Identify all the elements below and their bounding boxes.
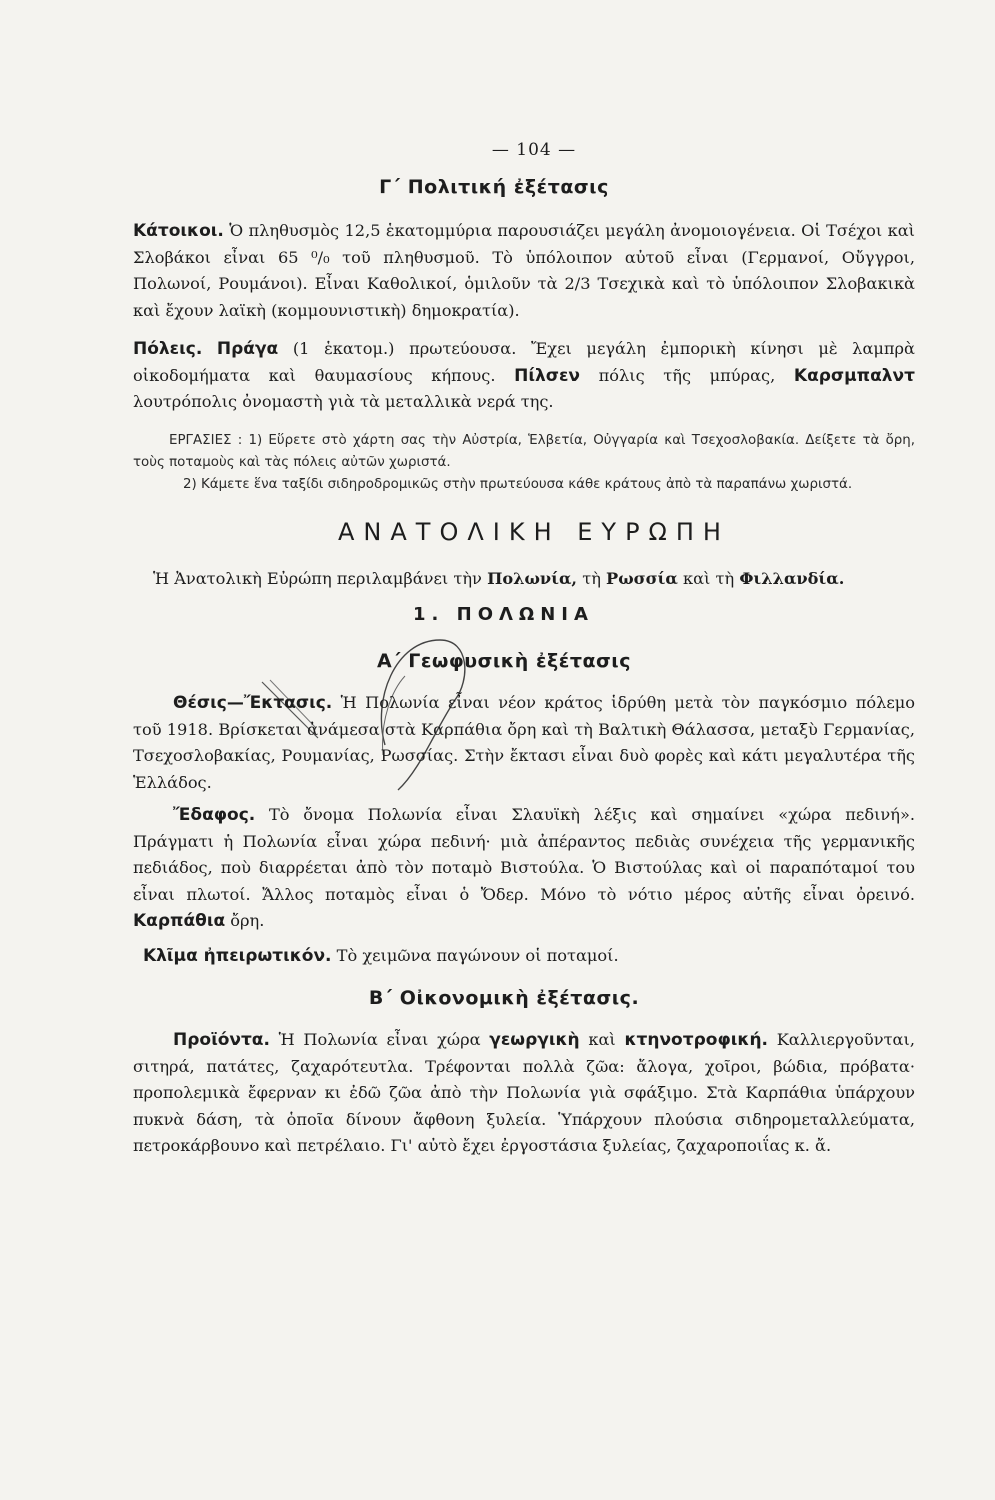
word-agricultural: γεωργικὴ xyxy=(489,1030,580,1050)
page xyxy=(133,140,915,1160)
mountains-karpathia: Καρπάθια xyxy=(133,911,226,931)
section-heading-politics: Γ΄ Πολιτική ἐξέτασις xyxy=(379,176,609,198)
task-1-text: 1) Εὕρετε στὸ χάρτη σας τὴν Αὐστρία, Ἑλβετία, Οὐγγαρία καὶ Τσεχοσλοβακία. Δείξετε τὰ ὄρη, τοὺς ποταμοὺς καὶ τὰς πόλεις αὐτῶν χωριστά. xyxy=(133,432,916,470)
task-2: 2) Κάμετε ἕνα ταξίδι σιδηροδρομικῶς στὴν πρωτεύουσα κάθε κράτους ἀπὸ τὰ παραπάνω χωριστά. xyxy=(183,476,853,492)
text-soil: Τὸ ὄνομα Πολωνία εἶναι Σλαυϊκὴ λέξις καὶ σημαίνει «χώρα πεδινή». Πράγματι ἡ Πολωνία εἶναι χώρα πεδινή· μιὰ ἀπέραντος πεδιὰς συνέχεια τῆς γερμανικῆς πεδιάδος, ποὺ διαρρέεται ἀπὸ τὸν ποταμὸ Βιστούλα. Ὁ Βιστούλας καὶ οἱ παραπόταμοί του εἶναι πλωτοί. Ἄλλος ποταμὸς εἶναι ὁ Ὄδερ. Μόνο τὸ νότιο μέρος αὐτῆς εἶναι ὀρεινό. xyxy=(133,805,915,904)
tasks-label: ΕΡΓΑΣΙΕΣ : xyxy=(169,432,243,448)
paragraph-inhabitants xyxy=(133,218,915,324)
tasks-block xyxy=(133,430,915,496)
word-and: καὶ xyxy=(588,1030,616,1049)
lead-inhabitants: Κάτοικοι. xyxy=(133,221,224,241)
page-number: — 104 — xyxy=(491,140,577,160)
lead-position: Θέσις—Ἔκτασις. xyxy=(173,693,333,713)
intro-text-2: τὴ xyxy=(582,568,601,588)
lead-cities: Πόλεις. xyxy=(133,339,203,359)
country-poland: Πολωνία, xyxy=(487,568,578,588)
paragraph-climate xyxy=(133,943,915,970)
title-eastern-europe: ΑΝΑΤΟΛΙΚΗ ΕΥΡΩΠΗ xyxy=(338,517,730,546)
paragraph-cities xyxy=(133,336,915,416)
paragraph-soil xyxy=(133,802,915,935)
poland-heading: 1. ΠΟΛΩΝΙΑ xyxy=(413,604,594,625)
text-cities-1: (1 ἑκατομ.) πρωτεύουσα. Ἔχει μεγάλη ἐμπορικὴ κίνησι μὲ λαμπρὰ οἰκοδομήματα καὶ θαυμασίους κήπους. xyxy=(133,339,915,385)
text-cities-2: πόλις τῆς μπύρας, xyxy=(598,365,776,385)
word-pastoral: κτηνοτροφική. xyxy=(624,1030,768,1050)
intro-text-1: Ἡ Ἀνατολικὴ Εὐρώπη περιλαμβάνει τὴν xyxy=(153,568,482,588)
text-cities-3: λουτρόπολις ὀνομαστὴ γιὰ τὰ μεταλλικὰ νερά της. xyxy=(133,392,554,411)
lead-soil: Ἔδαφος. xyxy=(173,805,256,825)
paragraph-products xyxy=(133,1027,915,1160)
text-inhabitants: Ὁ πληθυσμὸς 12,5 ἑκατομμύρια παρουσιάζει μεγάλη ἀνομοιογένεια. Οἱ Τσέχοι καὶ Σλοβάκοι εἶναι 65 ⁰/₀ τοῦ πληθυσμοῦ. Τὸ ὑπόλοιπον αὐτοῦ εἶναι (Γερμανοί, Οὔγγροι, Πολωνοί, Ρουμάνοι). Εἶναι Καθολικοί, ὁμιλοῦν τὰ 2/3 Τσεχικὰ καὶ τὸ ὑπόλοιπον Σλοβακικὰ καὶ ἔχουν λαϊκὴ (κομμουνιστικὴ) δημοκρατία). xyxy=(133,221,915,320)
country-finland: Φιλλανδία. xyxy=(739,568,845,588)
text-climate: Τὸ χειμῶνα παγώνουν οἱ ποταμοί. xyxy=(336,945,619,965)
paragraph-position xyxy=(133,690,915,796)
country-russia: Ρωσσία xyxy=(606,568,678,588)
text-products-1: Ἡ Πολωνία εἶναι χώρα xyxy=(278,1030,481,1049)
lead-climate: Κλῖμα ἠπειρωτικόν. xyxy=(143,945,332,966)
task-1 xyxy=(133,430,915,474)
city-karlsbad: Καρσμπαλντ xyxy=(793,365,915,386)
poland-heading-row xyxy=(133,604,915,644)
text-products-2: Καλλιεργοῦνται, σιτηρά, πατάτες, ζαχαρότευτλα. Τρέφονται πολλὰ ζῶα: ἄλογα, χοῖροι, βώδια, πρόβατα· προπολεμικὰ ἔφερναν κι ἐδῶ ζῶα ἀπὸ τὴν Πολωνία γιὰ σφάξιμο. Στὰ Καρπάθια ὑπάρχουν πυκνὰ δάση, τὰ ὁποῖα δίνουν ἄφθονη ξυλεία. Ὑπάρχουν πλούσια σιδηρομεταλλεύματα, πετροκάρβουνο καὶ πετρέλαιο. Γι' αὐτὸ ἔχει ἐργοστάσια ξυλείας, ζαχαροποιΐας κ. ἄ. xyxy=(133,1030,915,1155)
paragraph-eastern-intro xyxy=(133,566,915,593)
city-pilsen: Πίλσεν xyxy=(514,365,581,386)
econ-heading: Β΄ Οἰκονομικὴ ἐξέτασις. xyxy=(368,987,640,1009)
text-position: Ἡ Πολωνία εἶναι νέον κράτος ἱδρύθη μετὰ τὸν παγκόσμιο πόλεμο τοῦ 1918. Βρίσκεται ἀνάμεσα στὰ Καρπάθια ὄρη καὶ τὴ Βαλτικὴ Θάλασσα, μεταξὺ Γερμανίας, Τσεχοσλοβακίας, Ρουμανίας, Ρωσσίας. Στὴν ἔκτασι εἶναι δυὸ φορὲς καὶ κάτι μεγαλυτέρα τῆς Ἑλλάδος. xyxy=(133,693,915,792)
text-soil-end: ὄρη. xyxy=(230,911,265,930)
lead-products: Προϊόντα. xyxy=(173,1030,270,1050)
geo-heading: Α΄ Γεωφυσικὴ ἐξέτασις xyxy=(377,650,631,672)
intro-text-3: καὶ τὴ xyxy=(682,568,735,588)
city-prague: Πράγα xyxy=(216,339,279,359)
